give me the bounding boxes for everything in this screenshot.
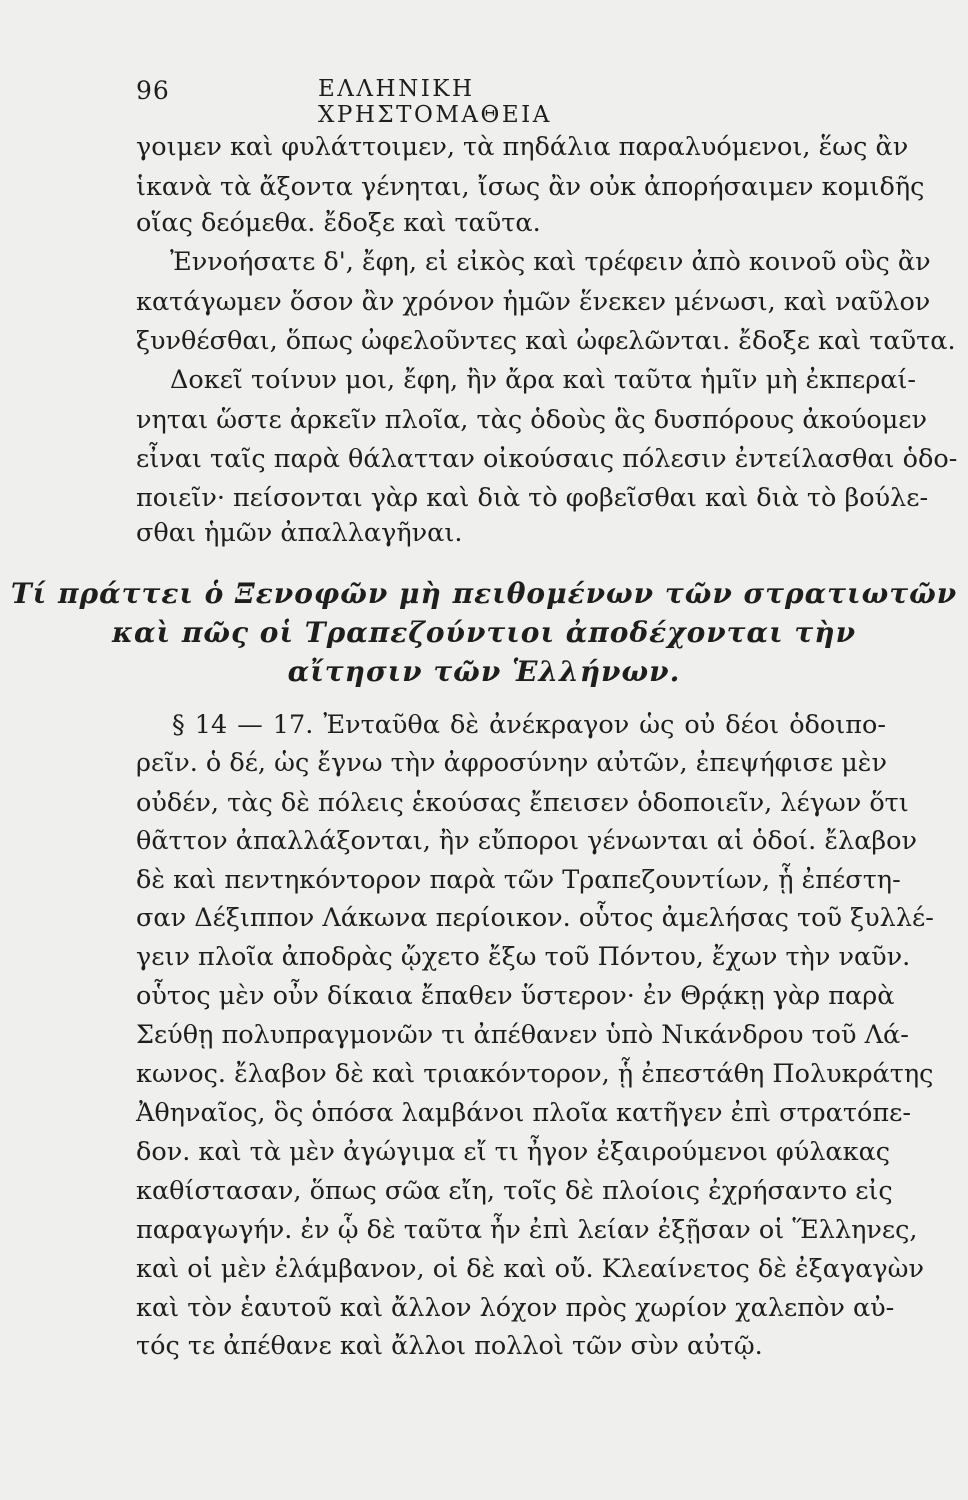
text-line: παραγωγήν. ἐν ᾧ δὲ ταῦτα ἦν ἐπὶ λείαν ἐξῇσαν οἱ Ἕλληνες, [136, 1215, 918, 1245]
text-line: Ἀθηναῖος, ὃς ὁπόσα λαμβάνοι πλοῖα κατῆγεν ἐπὶ στρατόπε- [136, 1098, 911, 1128]
text-line: καὶ οἱ μὲν ἐλάμβανον, οἱ δὲ καὶ οὔ. Κλεαίνετος δὲ ἐξαγαγὼν [136, 1254, 924, 1284]
text-line: καθίστασαν, ὅπως σῶα εἴη, τοῖς δὲ πλοίοις ἐχρήσαντο εἰς [136, 1176, 893, 1206]
text-line: ἱκανὰ τὰ ἄξοντα γένηται, ἴσως ἂν οὐκ ἀπορήσαιμεν κομιδῆς [136, 172, 925, 202]
text-line: Ἐννοήσατε δ', ἔφη, εἰ εἰκὸς καὶ τρέφειν ἀπὸ κοινοῦ οὓς ἂν [170, 247, 931, 277]
page-number: 96 [136, 76, 170, 105]
text-line: νηται ὥστε ἀρκεῖν πλοῖα, τὰς ὁδοὺς ἃς δυσπόρους ἀκούομεν [136, 405, 928, 435]
running-title: ΕΛΛΗΝΙΚΗ ΧΡΗΣΤΟΜΑΘΕΙΑ [318, 76, 552, 128]
text-line: γοιμεν καὶ φυλάττοιμεν, τὰ πηδάλια παραλυόμενοι, ἕως ἂν [136, 132, 909, 162]
text-line: σαν Δέξιππον Λάκωνα περίοικον. οὗτος ἀμελήσας τοῦ ξυλλέ- [136, 903, 934, 933]
text-line: θᾶττον ἀπαλλάξονται, ἢν εὔποροι γένωνται αἱ ὁδοί. ἔλαβον [136, 826, 918, 856]
text-line: οἵας δεόμεθα. ἔδοξε καὶ ταῦτα. [136, 208, 541, 238]
heading-line: Τί πράττει ὁ Ξενοφῶν μὴ πειθομένων τῶν στρατιωτῶν [10, 577, 958, 610]
running-header [0, 76, 968, 128]
text-line: δὲ καὶ πεντηκόντορον παρὰ τῶν Τραπεζουντίων, ᾗ ἐπέστη- [136, 865, 901, 895]
text-line: Δοκεῖ τοίνυν μοι, ἔφη, ἢν ἄρα καὶ ταῦτα ἡμῖν μὴ ἐκπεραί- [170, 365, 917, 395]
text-line: καὶ τὸν ἑαυτοῦ καὶ ἄλλον λόχον πρὸς χωρίον χαλεπὸν αὐ- [136, 1293, 895, 1323]
text-line: τός τε ἀπέθανε καὶ ἄλλοι πολλοὶ τῶν σὺν αὐτῷ. [136, 1331, 763, 1361]
text-line: κωνος. ἔλαβον δὲ καὶ τριακόντορον, ᾗ ἐπεστάθη Πολυκράτης [136, 1059, 934, 1089]
text-line: ποιεῖν· πείσονται γὰρ καὶ διὰ τὸ φοβεῖσθαι καὶ διὰ τὸ βούλε- [136, 483, 929, 513]
heading-line: αἴτησιν τῶν Ἑλλήνων. [287, 655, 681, 688]
text-line: δον. καὶ τὰ μὲν ἀγώγιμα εἴ τι ἦγον ἐξαιρούμενοι φύλακας [136, 1137, 891, 1167]
text-line: οὗτος μὲν οὖν δίκαια ἔπαθεν ὕστερον· ἐν Θρᾴκῃ γὰρ παρὰ [136, 981, 895, 1011]
heading-line: καὶ πῶς οἱ Τραπεζούντιοι ἀποδέχονται τὴν [112, 616, 856, 649]
text-line: § 14 — 17. Ἐνταῦθα δὲ ἀνέκραγον ὡς οὐ δέοι ὁδοιπο- [172, 710, 886, 740]
text-line: εἶναι ταῖς παρὰ θάλατταν οἰκούσαις πόλεσιν ἐντείλασθαι ὁδο- [136, 444, 958, 474]
text-line: Σεύθῃ πολυπραγμονῶν τι ἀπέθανεν ὑπὸ Νικάνδρου τοῦ Λά- [136, 1020, 909, 1050]
text-line: σθαι ἡμῶν ἀπαλλαγῆναι. [136, 518, 463, 548]
text-line: γειν πλοῖα ἀποδρὰς ᾤχετο ἔξω τοῦ Πόντου, ἔχων τὴν ναῦν. [136, 942, 911, 972]
text-line: ξυνθέσθαι, ὅπως ὠφελοῦντες καὶ ὠφελῶνται. ἔδοξε καὶ ταῦτα. [136, 326, 956, 356]
text-line: οὐδέν, τὰς δὲ πόλεις ἑκούσας ἔπεισεν ὁδοποιεῖν, λέγων ὅτι [136, 788, 909, 818]
text-line: ρεῖν. ὁ δέ, ὡς ἔγνω τὴν ἀφροσύνην αὐτῶν, ἐπεψήφισε μὲν [136, 748, 887, 778]
text-line: κατάγωμεν ὅσον ἂν χρόνον ἡμῶν ἕνεκεν μένωσι, καὶ ναῦλον [136, 287, 931, 317]
